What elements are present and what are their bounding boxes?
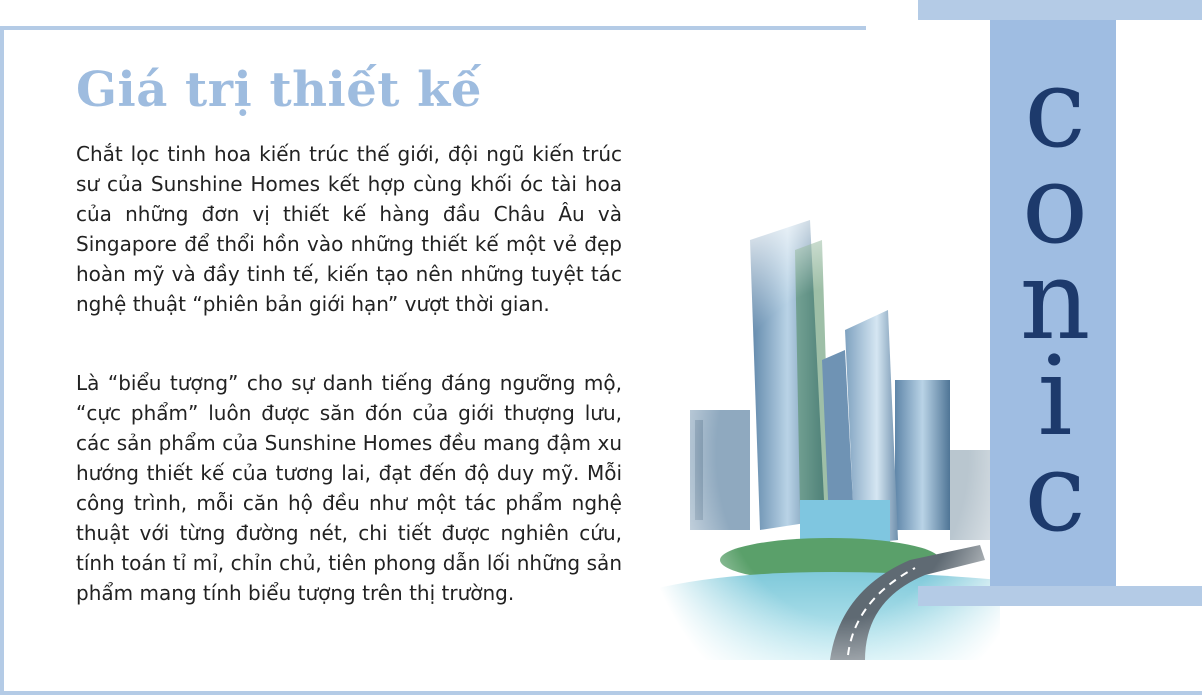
frame-bottom-border xyxy=(0,691,1202,695)
letter-i-top-serif xyxy=(918,0,1202,20)
iconic-letter-n: n xyxy=(1019,236,1091,364)
letter-i-bottom-serif xyxy=(918,586,1202,606)
paragraph-iconic-products: Là “biểu tượng” cho sự danh tiếng đáng ngưỡng mộ, “cực phẩm” luôn được săn đón của giới thượng lưu, các sản phẩm của Sunshine Homes đều mang đậm xu hướng thiết kế của tương lai, đạt đến độ duy mỹ. Mỗi công trình, mỗi căn hộ đều như một tác phẩm nghệ thuật với từng đường nét, chi tiết được nghiên cứu, tính toán tỉ mỉ, chỉn chủ, tiên phong dẫn lối những sản phẩm mang tính biểu tượng trên thị trường. xyxy=(76,371,622,605)
iconic-letter-c: c xyxy=(1024,44,1086,172)
frame-top-border xyxy=(0,26,866,30)
iconic-vertical-word xyxy=(1000,44,1110,556)
frame-left-border xyxy=(0,26,4,695)
iconic-letter-o: o xyxy=(1021,140,1089,268)
paragraph-design-philosophy: Chắt lọc tinh hoa kiến trúc thế giới, đội ngũ kiến trúc sư của Sunshine Homes kết hợp cùng khối óc tài hoa của những đơn vị thiết kế hàng đầu Châu Âu và Singapore để thổi hồn vào những thiết kế một vẻ đẹp hoàn mỹ và đầy tinh tế, kiến tạo nên những tuyệt tác nghệ thuật “phiên bản giới hạn” vượt thời gian. xyxy=(76,142,622,316)
page-title: Giá trị thiết kế xyxy=(76,62,482,118)
iconic-letter-c-2: c xyxy=(1024,428,1086,556)
iconic-letter-i: i xyxy=(1037,332,1073,460)
